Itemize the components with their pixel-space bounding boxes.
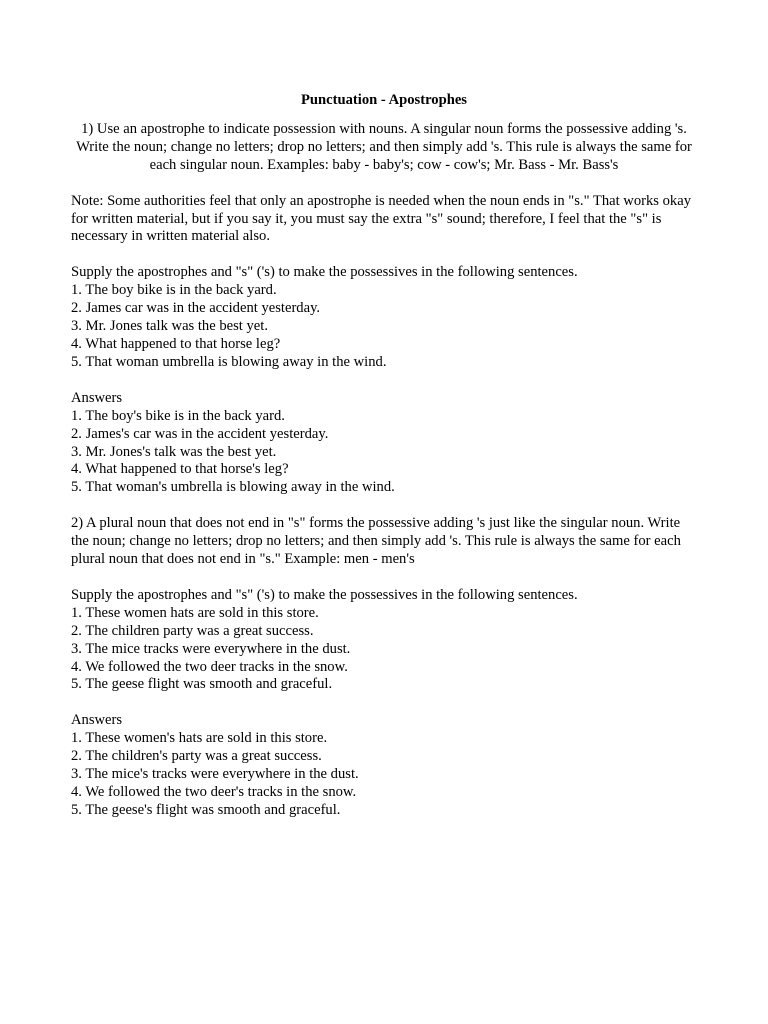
exercise-2-item: 3. The mice tracks were everywhere in the dust. [71,640,351,657]
note-paragraph: Note: Some authorities feel that only an apostrophe is needed when the noun ends in "s." That works okay for written material, but if you say it, you must say the extra "s" sound; therefore, I feel that the "s" is necessary in written material also. [71,192,691,245]
answers-2-item: 3. The mice's tracks were everywhere in the dust. [71,766,359,783]
answers-2-item: 1. These women's hats are sold in this store. [71,730,328,747]
exercise-2-item: 5. The geese flight was smooth and graceful. [71,676,333,693]
answers-2-item: 4. We followed the two deer's tracks in the snow. [71,784,357,800]
exercise-2-instruction: Supply the apostrophes and "s" ('s) to make the possessives in the following sentences. [71,586,578,603]
answers-1-heading: Answers [71,389,123,406]
exercise-1-item: 1. The boy bike is in the back yard. [71,282,277,299]
answers-1-item: 3. Mr. Jones's talk was the best yet. [71,443,277,460]
answers-2-item: 2. The children's party was a great success. [71,748,322,765]
exercise-2-item: 4. We followed the two deer tracks in the snow. [71,658,348,675]
exercise-1 [71,264,697,371]
rule-1-paragraph: 1) Use an apostrophe to indicate possession with nouns. A singular noun forms the possessive adding 's. Write the noun; change no letters; drop no letters; and then simply add 's. This rule is always the same for each singular noun. Examples: baby - baby's; cow - cow's; Mr. Bass - Mr. Bass's [76,120,692,173]
document-title: Punctuation - Apostrophes [301,92,467,108]
answers-1-item: 2. James's car was in the accident yesterday. [71,425,329,442]
exercise-2 [71,587,697,694]
exercise-1-item: 5. That woman umbrella is blowing away in the wind. [71,353,387,370]
answers-1 [71,390,697,497]
answers-2-item: 5. The geese's flight was smooth and graceful. [71,801,341,818]
answers-1-item: 5. That woman's umbrella is blowing away in the wind. [71,479,395,496]
document-page [71,92,697,838]
answers-2 [71,712,697,819]
exercise-1-item: 2. James car was in the accident yesterday. [71,300,321,317]
exercise-1-item: 4. What happened to that horse leg? [71,335,281,352]
answers-1-item: 1. The boy's bike is in the back yard. [71,407,285,424]
exercise-1-instruction: Supply the apostrophes and "s" ('s) to make the possessives in the following sentences. [71,264,578,281]
answers-2-heading: Answers [71,712,123,729]
exercise-2-item: 2. The children party was a great success. [71,622,314,639]
exercise-1-item: 3. Mr. Jones talk was the best yet. [71,318,268,335]
rule-2-paragraph: 2) A plural noun that does not end in "s" forms the possessive adding 's just like the singular noun. Write the noun; change no letters; drop no letters; and then simply add 's. This rule is always the same for each plural noun that does not end in "s." Example: men - men's [71,515,681,568]
answers-1-item: 4. What happened to that horse's leg? [71,461,289,478]
exercise-2-item: 1. These women hats are sold in this store. [71,604,319,621]
